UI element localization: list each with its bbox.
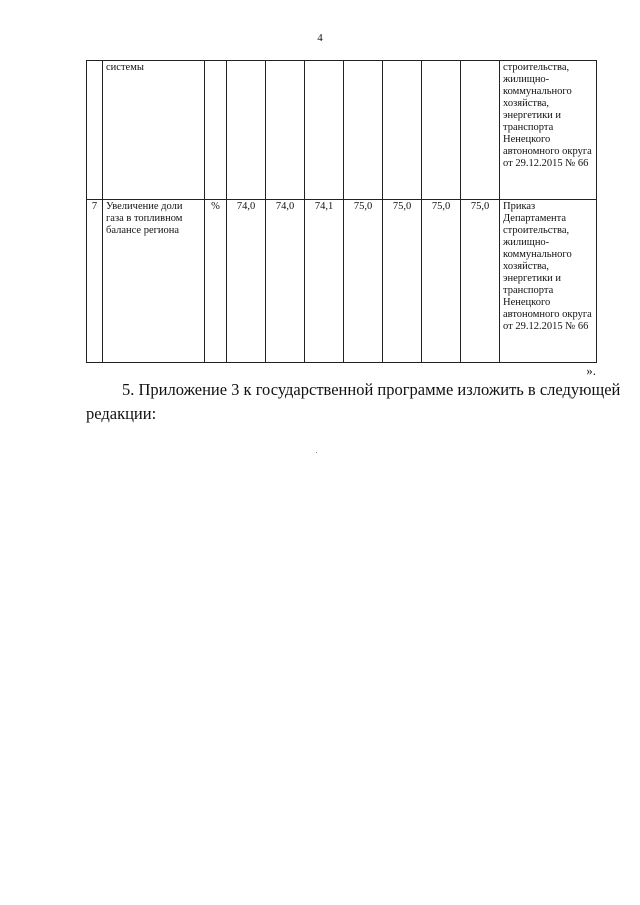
value-cell: 74,0 (266, 200, 305, 363)
value-cell: 75,0 (461, 200, 500, 363)
table-row (87, 61, 597, 200)
scan-speck (316, 452, 317, 453)
value-cell: 75,0 (383, 200, 422, 363)
page-number: 4 (317, 32, 323, 44)
indicator-name: системы (103, 61, 205, 200)
value-cell (344, 61, 383, 200)
table-row (87, 200, 597, 363)
value-cell (422, 61, 461, 200)
value-cell (266, 61, 305, 200)
value-cell (383, 61, 422, 200)
unit (205, 61, 227, 200)
source-document: строительства, жилищно-коммунального хозяйства, энергетики и транспорта Ненецкого автономного округа от 29.12.2015 № 66 (500, 61, 597, 200)
value-cell: 75,0 (344, 200, 383, 363)
paragraph-line: 5. Приложение 3 к государственной программе изложить в следующей (122, 380, 621, 399)
source-document: Приказ Департамента строительства, жилищно-коммунального хозяйства, энергетики и транспорта Ненецкого автономного округа от 29.12.2015 № 66 (500, 200, 597, 363)
indicator-name: Увеличение доли газа в топливном балансе региона (103, 200, 205, 363)
closing-quote: ». (586, 363, 596, 378)
paragraph-line: редакции: (86, 404, 157, 423)
value-cell: 75,0 (422, 200, 461, 363)
value-cell: 74,0 (227, 200, 266, 363)
indicators-table (86, 60, 597, 363)
row-number (87, 61, 103, 200)
value-cell (227, 61, 266, 200)
row-number: 7 (87, 200, 103, 363)
unit: % (205, 200, 227, 363)
value-cell (305, 61, 344, 200)
value-cell: 74,1 (305, 200, 344, 363)
value-cell (461, 61, 500, 200)
amendment-paragraph (86, 378, 621, 426)
